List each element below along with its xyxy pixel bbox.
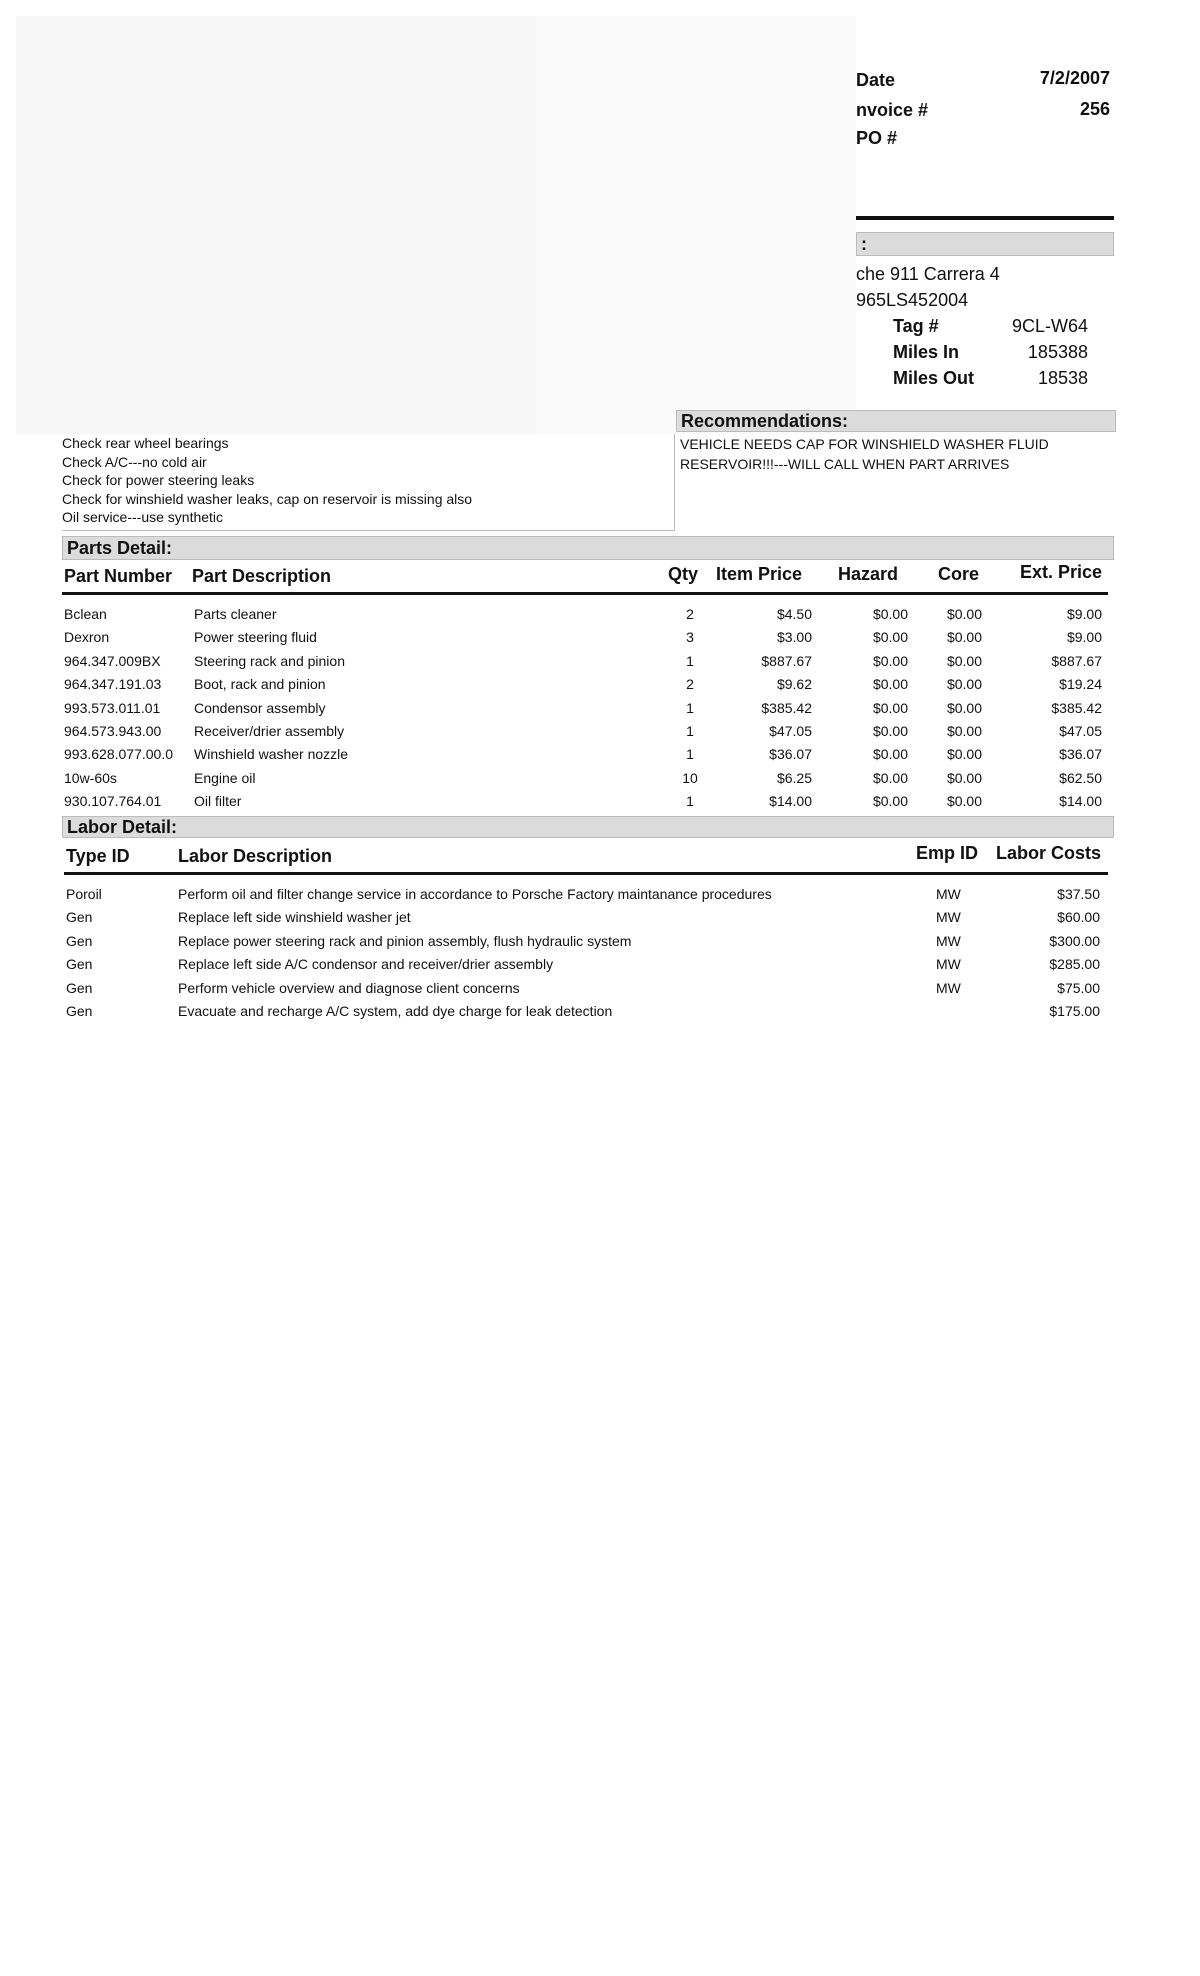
- part-description-cell: Boot, rack and pinion: [194, 676, 326, 693]
- table-row: [0, 746, 1200, 769]
- item-price-cell: $36.07: [769, 746, 812, 763]
- emp-id-cell: MW: [936, 956, 961, 973]
- table-row: [0, 606, 1200, 629]
- part-description-cell: Parts cleaner: [194, 606, 277, 622]
- type-id-cell: Gen: [66, 956, 93, 973]
- tag-label: Tag #: [893, 316, 939, 336]
- part-number-cell: 930.107.764.01: [64, 793, 162, 810]
- vehicle-section-bar: [856, 232, 1114, 256]
- vehicle-vin: 965LS452004: [856, 290, 969, 310]
- concern-item: Check A/C---no cold air: [62, 453, 207, 470]
- recommendation-line: VEHICLE NEEDS CAP FOR WINSHIELD WASHER FLUID: [680, 436, 1049, 452]
- type-id-cell: Poroil: [66, 886, 102, 902]
- hazard-cell: $0.00: [872, 769, 908, 786]
- core-cell: $0.00: [946, 723, 982, 739]
- item-price-cell: $887.67: [761, 652, 812, 669]
- parts-detail-title: Parts Detail:: [67, 538, 173, 558]
- concern-item: Check rear wheel bearings: [62, 435, 229, 451]
- table-row: [0, 770, 1200, 793]
- miles-in-value: 185388: [1027, 342, 1088, 362]
- part-description-cell: Receiver/drier assembly: [194, 723, 345, 739]
- table-row: [0, 629, 1200, 652]
- labor-description-cell: Replace power steering rack and pinion assembly, flush hydraulic system: [178, 932, 632, 949]
- qty-cell: 1: [686, 699, 694, 716]
- parts-detail-bar: [62, 536, 1114, 560]
- invoice-label: nvoice #: [856, 100, 929, 120]
- col-core: Core: [938, 564, 980, 584]
- core-cell: $0.00: [946, 652, 982, 669]
- emp-id-cell: MW: [936, 909, 961, 926]
- labor-description-cell: Perform oil and filter change service in accordance to Porsche Factory maintanance procedures: [178, 886, 772, 902]
- ext-price-cell: $47.05: [1059, 723, 1102, 739]
- parts-header-rule: [62, 592, 1108, 595]
- part-number-cell: 964.347.009BX: [64, 652, 161, 669]
- invoice-value: 256: [1079, 99, 1110, 119]
- emp-id-cell: MW: [936, 886, 961, 902]
- ext-price-cell: $19.24: [1059, 676, 1102, 693]
- item-price-cell: $4.50: [776, 606, 812, 622]
- col-emp-id: Emp ID: [916, 843, 979, 863]
- ext-price-cell: $36.07: [1059, 746, 1102, 763]
- col-type-id: Type ID: [66, 846, 130, 866]
- concern-item: Oil service---use synthetic: [62, 509, 224, 525]
- date-value: 7/2/2007: [1039, 68, 1110, 88]
- type-id-cell: Gen: [66, 1003, 93, 1019]
- hazard-cell: $0.00: [872, 629, 908, 646]
- labor-cost-cell: $37.50: [1057, 886, 1100, 902]
- type-id-cell: Gen: [66, 909, 93, 926]
- core-cell: $0.00: [946, 676, 982, 693]
- part-description-cell: Condensor assembly: [194, 699, 326, 716]
- ext-price-cell: $385.42: [1051, 699, 1102, 716]
- col-part-description: Part Description: [192, 566, 332, 586]
- item-price-cell: $3.00: [776, 629, 812, 646]
- hazard-cell: $0.00: [872, 699, 908, 716]
- table-row: [0, 1003, 1200, 1026]
- labor-header-rule: [64, 872, 1108, 875]
- labor-description-cell: Perform vehicle overview and diagnose client concerns: [178, 979, 520, 996]
- col-labor-description: Labor Description: [178, 846, 333, 866]
- item-price-cell: $385.42: [761, 699, 812, 716]
- part-number-cell: 10w-60s: [64, 769, 117, 786]
- item-price-cell: $6.25: [776, 769, 812, 786]
- part-number-cell: 993.573.011.01: [64, 699, 161, 716]
- table-row: [0, 956, 1200, 979]
- labor-cost-cell: $60.00: [1057, 909, 1100, 926]
- hazard-cell: $0.00: [872, 793, 908, 810]
- labor-detail-bar: [62, 816, 1114, 838]
- qty-cell: 3: [686, 629, 694, 646]
- qty-cell: 2: [686, 676, 694, 693]
- ext-price-cell: $9.00: [1066, 606, 1102, 622]
- labor-cost-cell: $175.00: [1049, 1003, 1100, 1019]
- item-price-cell: $47.05: [769, 723, 812, 739]
- qty-cell: 2: [686, 606, 694, 622]
- table-row: [0, 793, 1200, 816]
- type-id-cell: Gen: [66, 932, 93, 949]
- tag-value: 9CL-W64: [1011, 316, 1088, 336]
- table-row: [0, 653, 1200, 676]
- vehicle-model: che 911 Carrera 4: [856, 264, 1000, 284]
- part-description-cell: Power steering fluid: [194, 629, 317, 646]
- core-cell: $0.00: [946, 699, 982, 716]
- emp-id-cell: MW: [936, 979, 961, 996]
- item-price-cell: $14.00: [769, 793, 812, 810]
- part-number-cell: Bclean: [64, 606, 107, 622]
- part-number-cell: 993.628.077.00.0: [64, 746, 173, 763]
- item-price-cell: $9.62: [776, 676, 812, 693]
- part-number-cell: Dexron: [64, 629, 110, 646]
- table-row: [0, 676, 1200, 699]
- hazard-cell: $0.00: [872, 652, 908, 669]
- labor-description-cell: Replace left side winshield washer jet: [178, 909, 411, 926]
- qty-cell: 1: [686, 723, 694, 739]
- vehicle-section-label: :: [861, 234, 867, 254]
- core-cell: $0.00: [946, 629, 982, 646]
- po-label: PO #: [856, 128, 898, 148]
- hazard-cell: $0.00: [872, 676, 908, 693]
- table-row: [0, 723, 1200, 746]
- miles-in-label: Miles In: [893, 342, 960, 362]
- recommendations-title: Recommendations:: [681, 411, 849, 431]
- part-description-cell: Steering rack and pinion: [194, 652, 345, 669]
- col-labor-costs: Labor Costs: [996, 843, 1102, 863]
- ext-price-cell: $62.50: [1059, 769, 1102, 786]
- ext-price-cell: $9.00: [1066, 629, 1102, 646]
- labor-cost-cell: $75.00: [1057, 979, 1100, 996]
- part-description-cell: Engine oil: [194, 769, 256, 786]
- qty-cell: 1: [686, 652, 694, 669]
- qty-cell: 10: [682, 769, 698, 786]
- table-row: [0, 886, 1200, 909]
- col-qty: Qty: [668, 564, 699, 584]
- recommendation-line: RESERVOIR!!!---WILL CALL WHEN PART ARRIVES: [680, 456, 1010, 472]
- col-hazard: Hazard: [838, 564, 899, 584]
- miles-out-label: Miles Out: [893, 368, 975, 388]
- labor-description-cell: Replace left side A/C condensor and receiver/drier assembly: [178, 956, 554, 973]
- redacted-area-left: [16, 16, 536, 434]
- concern-item: Check for winshield washer leaks, cap on reservoir is missing also: [62, 490, 473, 507]
- ext-price-cell: $887.67: [1051, 652, 1102, 669]
- col-item-price: Item Price: [716, 564, 803, 584]
- recommendations-bar: [676, 410, 1116, 432]
- core-cell: $0.00: [946, 746, 982, 763]
- table-row: [0, 700, 1200, 723]
- table-row: [0, 980, 1200, 1003]
- qty-cell: 1: [686, 746, 694, 763]
- hazard-cell: $0.00: [872, 746, 908, 763]
- part-description-cell: Oil filter: [194, 793, 242, 810]
- qty-cell: 1: [686, 793, 694, 810]
- labor-cost-cell: $285.00: [1049, 956, 1100, 973]
- hazard-cell: $0.00: [872, 723, 908, 739]
- core-cell: $0.00: [946, 606, 982, 622]
- type-id-cell: Gen: [66, 979, 93, 996]
- concerns-box: [62, 434, 675, 531]
- miles-out-value: 18538: [1037, 368, 1088, 388]
- header-rule: [856, 216, 1114, 220]
- recommendations-text: [680, 434, 1110, 474]
- table-row: [0, 933, 1200, 956]
- labor-detail-title: Labor Detail:: [67, 817, 178, 837]
- concern-item: Check for power steering leaks: [62, 472, 255, 488]
- table-row: [0, 909, 1200, 932]
- core-cell: $0.00: [946, 793, 982, 810]
- part-description-cell: Winshield washer nozzle: [194, 746, 349, 763]
- date-label: Date: [856, 70, 896, 90]
- ext-price-cell: $14.00: [1059, 793, 1102, 810]
- part-number-cell: 964.347.191.03: [64, 676, 162, 693]
- part-number-cell: 964.573.943.00: [64, 723, 162, 739]
- hazard-cell: $0.00: [872, 606, 908, 622]
- labor-description-cell: Evacuate and recharge A/C system, add dye charge for leak detection: [178, 1003, 613, 1019]
- labor-cost-cell: $300.00: [1049, 932, 1100, 949]
- col-part-number: Part Number: [64, 566, 173, 586]
- col-ext-price: Ext. Price: [1020, 562, 1103, 582]
- core-cell: $0.00: [946, 769, 982, 786]
- emp-id-cell: MW: [936, 932, 961, 949]
